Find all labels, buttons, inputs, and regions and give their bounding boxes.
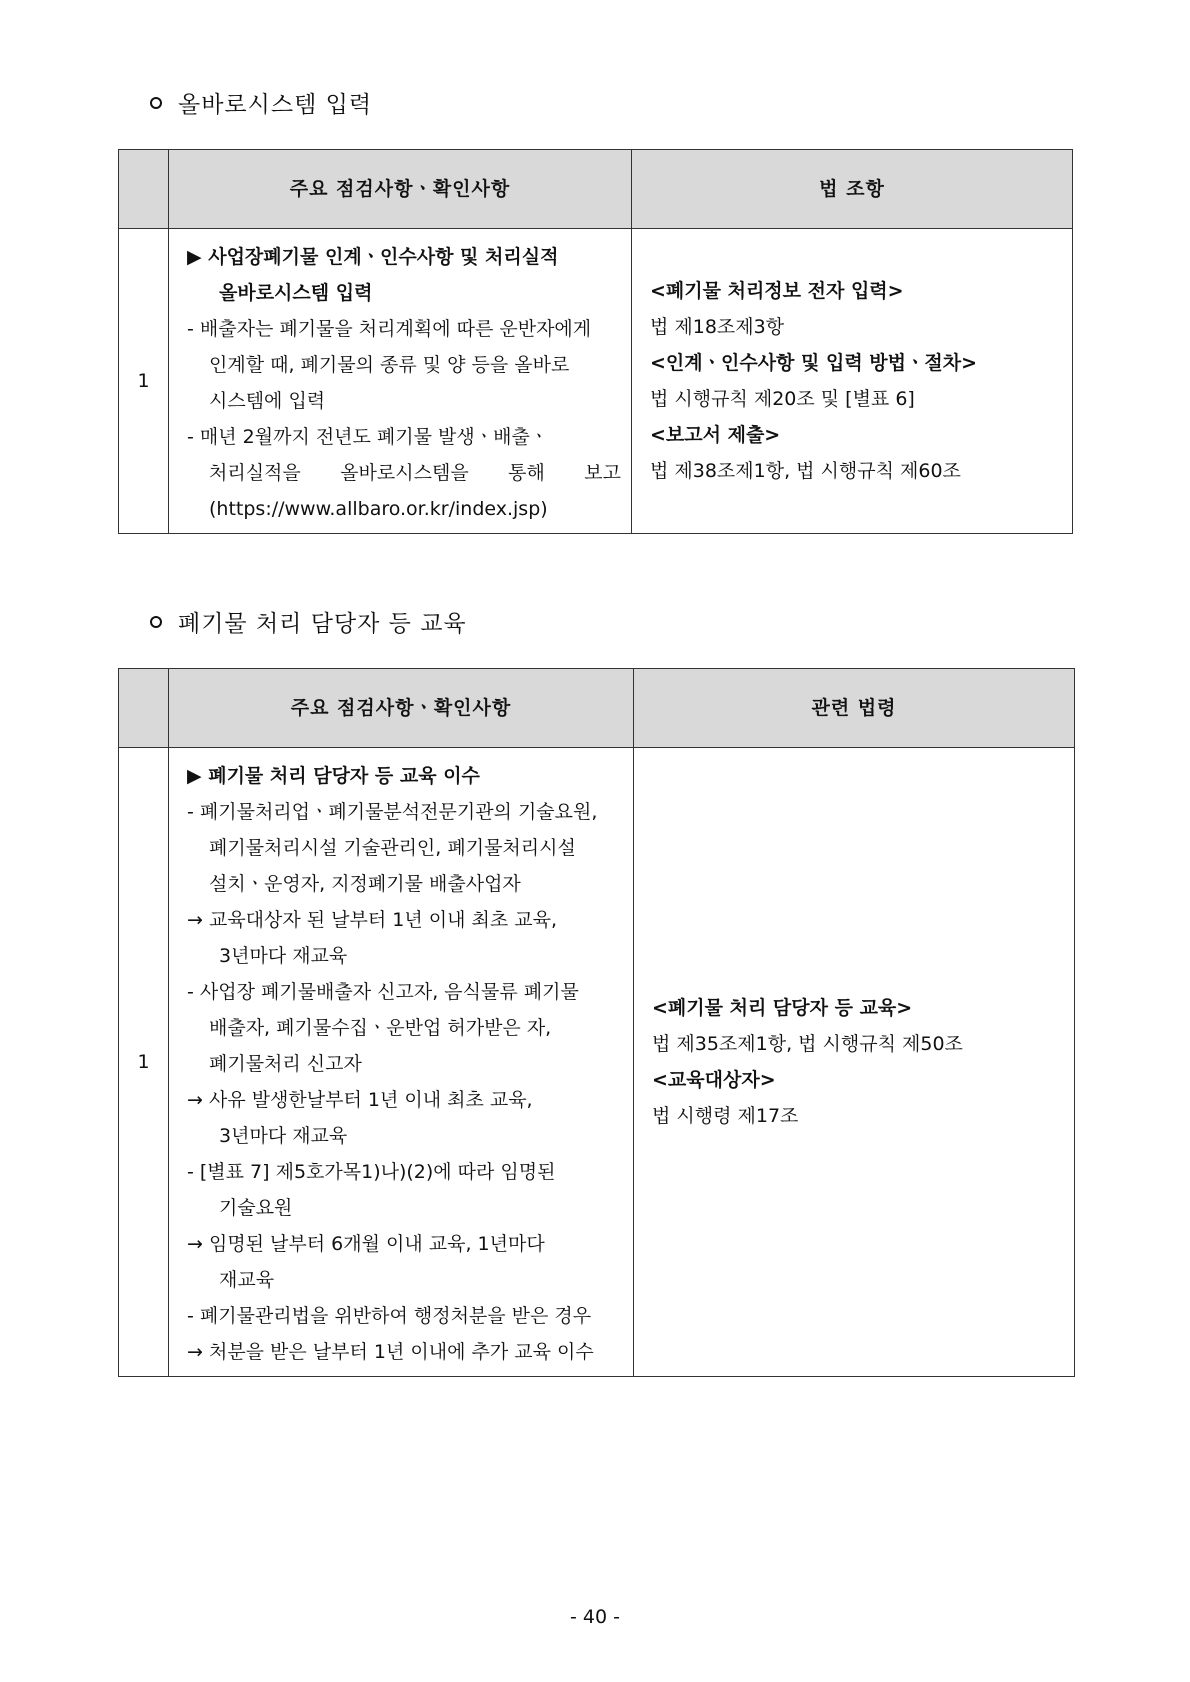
header-law-cell: 법 조항 bbox=[632, 150, 1073, 229]
items-cell bbox=[169, 748, 634, 1377]
item-line: - 폐기물처리업ㆍ폐기물분석전문기관의 기술요원, bbox=[187, 801, 598, 823]
allbaro-table bbox=[118, 149, 1073, 534]
law-heading: <보고서 제출> bbox=[650, 424, 781, 446]
page-number: - 40 - bbox=[570, 1606, 620, 1628]
item-word: 보고 bbox=[584, 462, 621, 484]
item-line: - 사업장 폐기물배출자 신고자, 음식물류 폐기물 bbox=[187, 981, 579, 1003]
item-line: - 배출자는 폐기물을 처리계획에 따른 운반자에게 bbox=[187, 318, 592, 340]
item-line: 시스템에 입력 bbox=[209, 390, 326, 412]
item-line: 인계할 때, 폐기물의 종류 및 양 등을 올바로 bbox=[209, 354, 570, 376]
item-line: → 사유 발생한날부터 1년 이내 최초 교육, bbox=[187, 1089, 533, 1111]
item-word: 통해 bbox=[508, 462, 545, 484]
item-line: → 처분을 받은 날부터 1년 이내에 추가 교육 이수 bbox=[187, 1341, 594, 1363]
law-heading: <폐기물 처리정보 전자 입력> bbox=[650, 280, 904, 302]
law-line: 법 제18조제3항 bbox=[650, 316, 785, 338]
item-heading-cont: 올바로시스템 입력 bbox=[219, 282, 373, 304]
law-line: 법 제38조제1항, 법 시행규칙 제60조 bbox=[650, 460, 961, 482]
law-heading: <교육대상자> bbox=[652, 1069, 776, 1091]
law-heading: <인계ㆍ인수사항 및 입력 방법ㆍ절차> bbox=[650, 352, 977, 374]
item-url: (https://www.allbaro.or.kr/index.jsp) bbox=[209, 498, 548, 520]
item-line: - [별표 7] 제5호가목1)나)(2)에 따라 임명된 bbox=[187, 1161, 556, 1183]
items-cell bbox=[169, 229, 632, 534]
item-line: - 폐기물관리법을 위반하여 행정처분을 받은 경우 bbox=[187, 1305, 592, 1327]
row-number: 1 bbox=[119, 229, 169, 534]
item-line: 폐기물처리 신고자 bbox=[209, 1053, 362, 1075]
item-word: 올바로시스템을 bbox=[340, 462, 469, 484]
law-heading: <폐기물 처리 담당자 등 교육> bbox=[652, 997, 913, 1019]
row-number: 1 bbox=[119, 748, 169, 1377]
header-law-cell: 관련 법령 bbox=[634, 669, 1075, 748]
table-header-row bbox=[119, 669, 1075, 748]
circle-bullet-icon bbox=[150, 97, 162, 109]
item-heading: ▶ 사업장폐기물 인계ㆍ인수사항 및 처리실적 bbox=[187, 246, 559, 268]
item-line: 폐기물처리시설 기술관리인, 폐기물처리시설 bbox=[209, 837, 576, 859]
law-cell bbox=[632, 229, 1073, 534]
header-items-cell: 주요 점검사항ㆍ확인사항 bbox=[169, 150, 632, 229]
section-title-allbaro bbox=[150, 86, 372, 119]
table-row bbox=[119, 748, 1075, 1377]
header-items-cell: 주요 점검사항ㆍ확인사항 bbox=[169, 669, 634, 748]
law-line: 법 시행규칙 제20조 및 [별표 6] bbox=[650, 388, 915, 410]
item-heading: ▶ 폐기물 처리 담당자 등 교육 이수 bbox=[187, 765, 480, 787]
item-line: → 교육대상자 된 날부터 1년 이내 최초 교육, bbox=[187, 909, 557, 931]
item-line: → 임명된 날부터 6개월 이내 교육, 1년마다 bbox=[187, 1233, 545, 1255]
section-title-text: 폐기물 처리 담당자 등 교육 bbox=[178, 611, 467, 637]
item-line-justified bbox=[187, 455, 621, 491]
item-line: 3년마다 재교육 bbox=[219, 1125, 348, 1147]
table-row bbox=[119, 229, 1073, 534]
header-number-cell bbox=[119, 150, 169, 229]
education-table bbox=[118, 668, 1075, 1377]
circle-bullet-icon bbox=[150, 616, 162, 628]
item-line: 기술요원 bbox=[219, 1197, 293, 1219]
law-cell bbox=[634, 748, 1075, 1377]
header-number-cell bbox=[119, 669, 169, 748]
table-header-row bbox=[119, 150, 1073, 229]
law-line: 법 제35조제1항, 법 시행규칙 제50조 bbox=[652, 1033, 963, 1055]
law-line: 법 시행령 제17조 bbox=[652, 1105, 799, 1127]
item-line: 배출자, 폐기물수집ㆍ운반업 허가받은 자, bbox=[209, 1017, 552, 1039]
item-line: - 매년 2월까지 전년도 폐기물 발생ㆍ배출ㆍ bbox=[187, 426, 549, 448]
item-line: 설치ㆍ운영자, 지정폐기물 배출사업자 bbox=[209, 873, 521, 895]
item-word: 처리실적을 bbox=[209, 462, 301, 484]
section-title-education bbox=[150, 605, 467, 638]
section-title-text: 올바로시스템 입력 bbox=[178, 92, 373, 118]
item-line: 3년마다 재교육 bbox=[219, 945, 348, 967]
item-line: 재교육 bbox=[219, 1269, 275, 1291]
